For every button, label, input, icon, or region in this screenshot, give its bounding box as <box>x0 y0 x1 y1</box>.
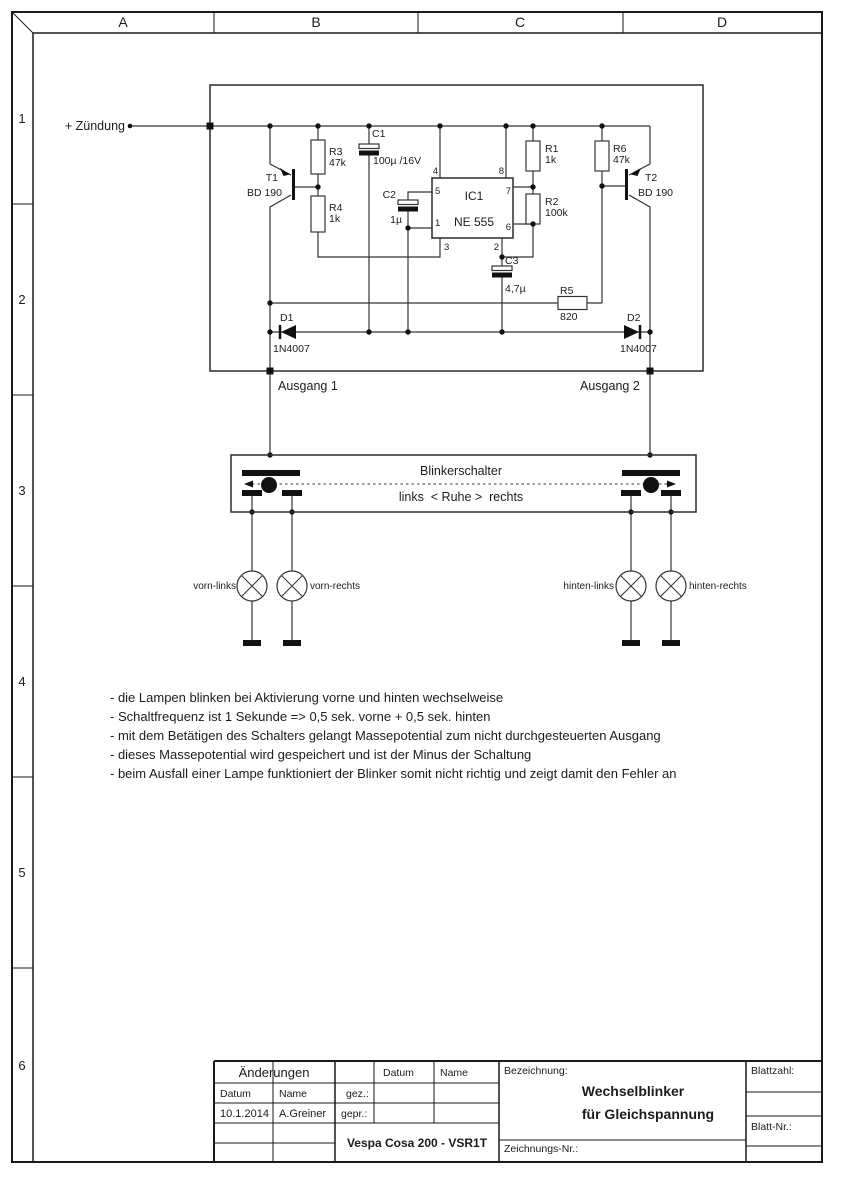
switch-positions-label: links < Ruhe > rechts <box>398 490 524 504</box>
c2-label: C2 <box>382 189 396 201</box>
drawing-title-line2: für Gleichspannung <box>581 1106 715 1122</box>
lamp-front-right-label: vorn-rechts <box>310 581 361 592</box>
ic-pin6: 6 <box>505 222 511 233</box>
resistor-r5 <box>558 285 587 323</box>
border-terminals <box>207 123 654 375</box>
ignition-label: + Zündung <box>64 119 125 133</box>
grid-row-6: 6 <box>18 1058 26 1073</box>
d1-type-label: 1N4007 <box>273 343 310 355</box>
r5-label: R5 <box>560 285 574 297</box>
t2-label: T2 <box>645 172 658 184</box>
grid-col-c: C <box>514 14 526 30</box>
r5-value: 820 <box>560 311 578 323</box>
grid-col-a: A <box>118 14 128 30</box>
lamp-front-left <box>193 571 267 601</box>
output2-label: Ausgang 2 <box>580 379 640 393</box>
c1-value: 100µ /16V <box>373 155 422 167</box>
lamp-front-right <box>277 571 360 601</box>
notes <box>110 690 677 781</box>
grid-col-d: D <box>716 14 728 30</box>
project-label: Vespa Cosa 200 - VSR1T <box>346 1136 488 1150</box>
switch-arrow-right <box>667 481 676 488</box>
ground-symbols <box>243 640 680 646</box>
changes-date-header: Datum <box>220 1088 251 1100</box>
diode-d1 <box>273 312 310 355</box>
ic-pin1: 1 <box>435 218 441 229</box>
r6-label: R6 <box>613 143 627 155</box>
approval-name-header: Name <box>440 1067 469 1079</box>
lamp-rear-right <box>656 571 747 601</box>
changes-header: Änderungen <box>238 1065 310 1080</box>
note-line: - dieses Massepotential wird gespeichert und ist der Minus der Schaltung <box>110 747 532 762</box>
resistor-r3 <box>311 140 347 174</box>
c1-label: C1 <box>372 128 386 140</box>
changes-name-value: A.Greiner <box>279 1108 327 1120</box>
resistor-r4 <box>311 196 343 232</box>
switch-title: Blinkerschalter <box>420 464 502 478</box>
d2-label: D2 <box>627 312 641 324</box>
lamp-rear-right-label: hinten-rechts <box>689 581 747 592</box>
t2-emitter-arrow <box>631 168 641 176</box>
lamp-rear-left <box>563 571 646 601</box>
r1-value: 1k <box>545 154 557 166</box>
ic-pin5: 5 <box>435 186 441 197</box>
grid-row-1: 1 <box>18 111 26 126</box>
circuit <box>65 85 703 640</box>
grid-row-5: 5 <box>18 865 26 880</box>
checked-by-label: gepr.: <box>341 1108 368 1120</box>
r1-label: R1 <box>545 143 559 155</box>
note-line: - mit dem Betätigen des Schalters gelangt Massepotential zum nicht durchgesteuerten Ausgang <box>110 728 661 743</box>
ic-box <box>432 178 513 238</box>
output1-label: Ausgang 1 <box>278 379 338 393</box>
t2-type-label: BD 190 <box>638 187 674 199</box>
capacitor-c3 <box>492 255 526 295</box>
lamp-rear-left-label: hinten-links <box>563 581 614 592</box>
resistor-r2 <box>526 194 569 224</box>
changes-date-value: 10.1.2014 <box>220 1108 269 1120</box>
sheet-count-label: Blattzahl: <box>751 1065 795 1077</box>
note-line: - beim Ausfall einer Lampe funktioniert der Blinker somit nicht richtig und zeigt damit den Fehler an <box>110 766 677 781</box>
title-block <box>214 1061 822 1162</box>
r4-value: 1k <box>329 213 341 225</box>
grid-row-4: 4 <box>18 674 26 689</box>
resistor-r1 <box>526 141 559 171</box>
grid-col-b: B <box>311 14 321 30</box>
drawn-by-label: gez.: <box>346 1088 369 1100</box>
designation-label: Bezeichnung: <box>504 1065 568 1077</box>
r2-label: R2 <box>545 196 559 208</box>
transistor-t1 <box>247 168 294 200</box>
ic-label: IC1 <box>464 189 484 203</box>
capacitor-c2 <box>383 189 418 226</box>
c3-value: 4,7µ <box>505 283 526 295</box>
c3-label: C3 <box>505 255 519 267</box>
ic-pin8: 8 <box>498 166 504 177</box>
note-line: - die Lampen blinken bei Aktivierung vorne und hinten wechselweise <box>110 690 504 705</box>
changes-name-header: Name <box>279 1088 308 1100</box>
ic-ne555 <box>432 166 513 253</box>
ic-type-label: NE 555 <box>453 215 495 229</box>
lamp-front-left-label: vorn-links <box>193 581 236 592</box>
t1-label: T1 <box>265 172 278 184</box>
sheet-number-label: Blatt-Nr.: <box>751 1121 792 1133</box>
d2-type-label: 1N4007 <box>620 343 657 355</box>
approval-date-header: Datum <box>383 1067 414 1079</box>
ic-pin3: 3 <box>444 242 450 253</box>
ic-pin7: 7 <box>505 186 511 197</box>
grid-row-3: 3 <box>18 483 26 498</box>
t1-type-label: BD 190 <box>246 187 282 199</box>
capacitor-c1 <box>359 128 421 167</box>
drawing-number-label: Zeichnungs-Nr.: <box>504 1143 579 1155</box>
lamps <box>193 571 747 646</box>
r3-value: 47k <box>329 157 346 169</box>
grid-row-2: 2 <box>18 292 26 307</box>
r4-label: R4 <box>329 202 343 214</box>
r6-value: 47k <box>613 154 630 166</box>
ic-pin4: 4 <box>432 166 438 177</box>
r3-label: R3 <box>329 146 343 158</box>
resistor-r6 <box>595 141 631 171</box>
corner-diagonal <box>12 12 33 33</box>
note-line: - Schaltfrequenz ist 1 Sekunde => 0,5 sek. vorne + 0,5 sek. hinten <box>110 709 491 724</box>
drawing-title-line1: Wechselblinker <box>581 1083 685 1099</box>
ic-pin2: 2 <box>493 242 499 253</box>
t1-emitter-arrow <box>280 168 290 176</box>
switch-arrow-left <box>244 481 253 488</box>
blinker-switch <box>231 455 696 512</box>
r2-value: 100k <box>545 207 568 219</box>
c2-value: 1µ <box>390 214 402 226</box>
d1-label: D1 <box>280 312 294 324</box>
